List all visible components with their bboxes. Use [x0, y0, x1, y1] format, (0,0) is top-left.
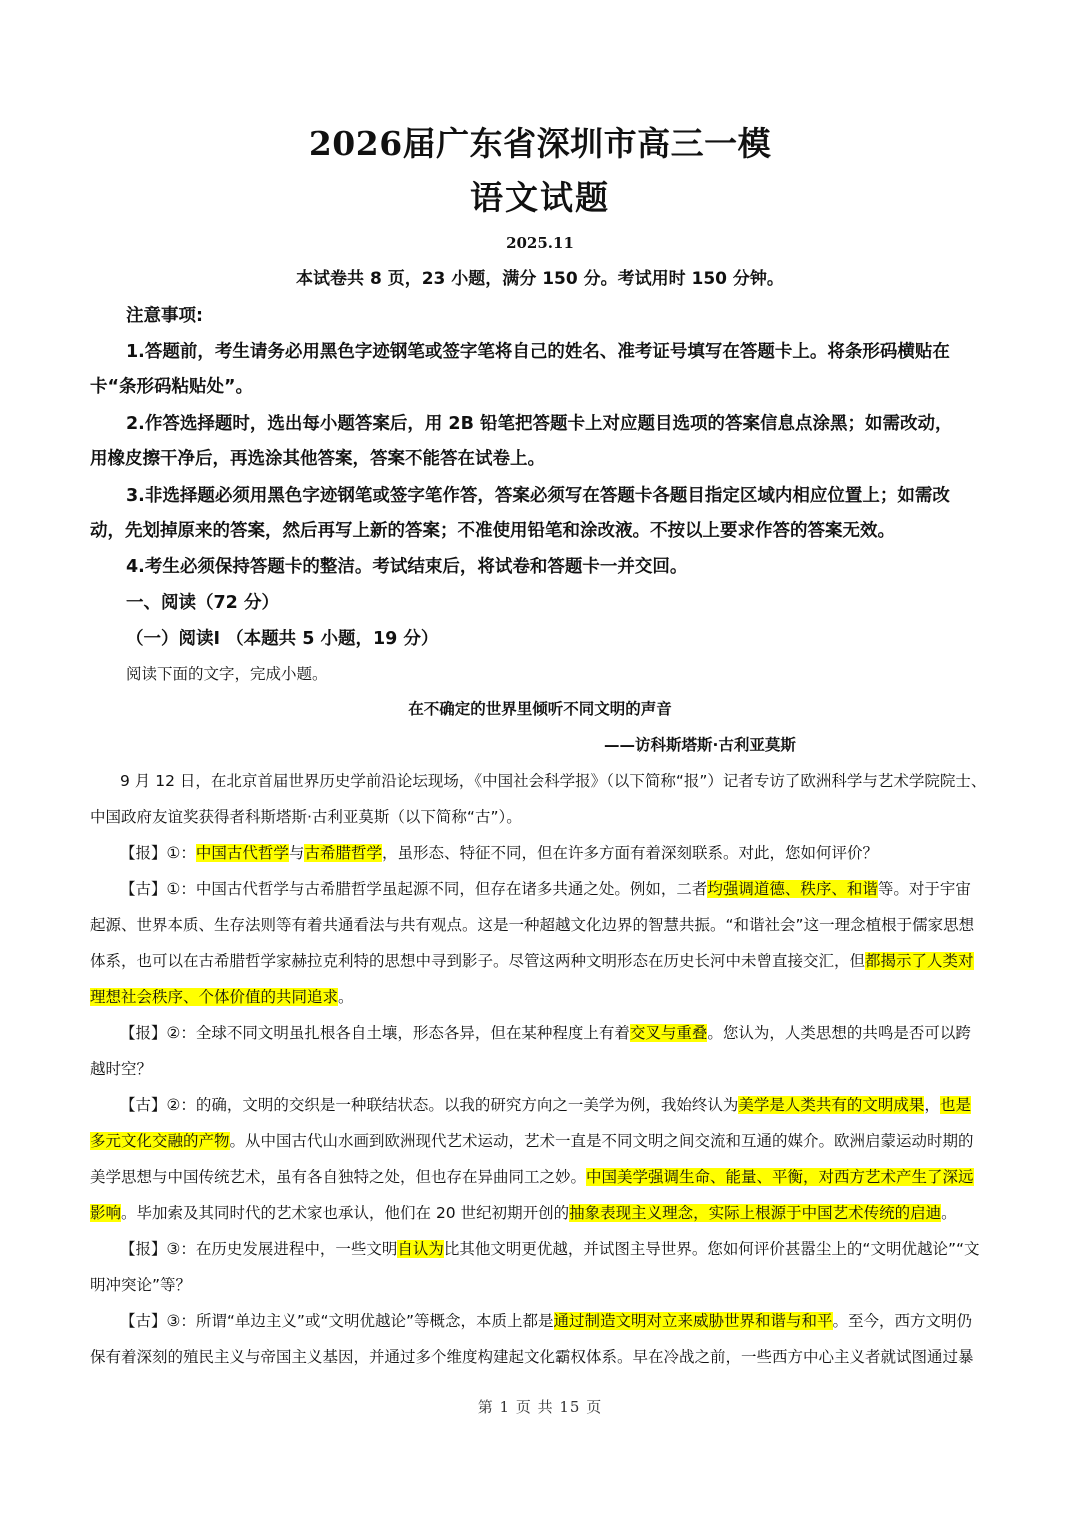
highlight: 多元文化交融的产物: [90, 1132, 230, 1150]
notice-item-1-line-2: 卡“条形码粘贴处”。: [90, 377, 254, 397]
article-subtitle: ——访科斯塔斯·古利亚莫斯: [604, 736, 796, 754]
highlight: 均强调道德、秩序、和谐: [707, 880, 878, 898]
notice-item-3-line-1: 3.非选择题必须用黑色字迹钢笔或签字笔作答，答案必须写在答题卡各题目指定区域内相应位置上；如需改: [126, 486, 950, 506]
highlight: 交叉与重叠: [629, 1024, 708, 1042]
answer-2-line-4: 影响。毕加索及其同时代的艺术家也承认，他们在 20 世纪初期开创的抽象表现主义理念，实际上根源于中国艺术传统的启迪。: [90, 1204, 957, 1222]
answer-1-line-4: 理想社会秩序、个体价值的共同追求。: [90, 988, 354, 1006]
answer-2-line-2: 多元文化交融的产物。从中国古代山水画到欧洲现代艺术运动，艺术一直是不同文明之间交流和互通的媒介。欧洲启蒙运动时期的: [90, 1132, 974, 1150]
question-1: 【报】①：中国古代哲学与古希腊哲学，虽形态、特征不同，但在许多方面有着深刻联系。对此，您如何评价？: [120, 844, 878, 862]
answer-2-line-3: 美学思想与中国传统艺术，虽有各自独特之处，但也存在异曲同工之妙。中国美学强调生命、能量、平衡，对西方艺术产生了深远: [90, 1168, 974, 1186]
notice-heading: 注意事项:: [126, 306, 203, 326]
exam-subtitle: 语文试题: [470, 178, 610, 217]
page-number: 第 1 页 共 15 页: [477, 1398, 603, 1416]
question-2-line-1: 【报】②：全球不同文明虽扎根各自土壤，形态各异，但在某种程度上有着交叉与重叠。您认为，人类思想的共鸣是否可以跨: [120, 1024, 971, 1042]
highlight: 中国美学强调生命、能量、平衡，对西方艺术产生了深远: [586, 1168, 974, 1186]
answer-3-line-1: 【古】③：所谓“单边主义”或“文明优越论”等概念，本质上都是通过制造文明对立来威胁世界和谐与和平。至今，西方文明仍: [120, 1312, 973, 1330]
reading-instruction: 阅读下面的文字，完成小题。: [126, 665, 328, 683]
section-reading-1: （一）阅读Ⅰ （本题共 5 小题，19 分）: [126, 629, 439, 649]
notice-item-2-line-2: 用橡皮擦干净后，再选涂其他答案，答案不能答在试卷上。: [90, 449, 545, 469]
exam-title: 2026届广东省深圳市高三一模: [308, 124, 772, 163]
highlight: 古希腊哲学: [304, 844, 382, 862]
answer-1-line-1: 【古】①：中国古代哲学与古希腊哲学虽起源不同，但存在诸多共通之处。例如，二者均强调道德、秩序、和谐等。对于宇宙: [120, 880, 971, 898]
section-part-1: 一、阅读（72 分）: [126, 593, 279, 613]
answer-3-line-2: 保有着深刻的殖民主义与帝国主义基因，并通过多个维度构建起文化霸权体系。早在冷战之前，一些西方中心主义者就试图通过暴: [90, 1348, 974, 1366]
answer-2-line-1: 【古】②：的确，文明的交织是一种联结状态。以我的研究方向之一美学为例，我始终认为美学是人类共有的文明成果，也是: [120, 1096, 971, 1114]
exam-intro: 本试卷共 8 页，23 小题，满分 150 分。考试用时 150 分钟。: [296, 269, 784, 289]
highlight: 抽象表现主义理念，实际上根源于中国艺术传统的启迪: [569, 1204, 942, 1222]
notice-item-4: 4.考生必须保持答题卡的整洁。考试结束后，将试卷和答题卡一并交回。: [126, 557, 688, 577]
notice-item-1-line-1: 1.答题前，考生请务必用黑色字迹钢笔或签字笔将自己的姓名、准考证号填写在答题卡上。将条形码横贴在: [126, 342, 950, 362]
notice-item-3-line-2: 动，先划掉原来的答案，然后再写上新的答案；不准使用铅笔和涂改液。不按以上要求作答的答案无效。: [90, 521, 895, 541]
highlight: 通过制造文明对立来威胁世界和谐与和平: [553, 1312, 833, 1330]
question-2-line-2: 越时空？: [90, 1060, 153, 1078]
article-intro-line-2: 中国政府友谊奖获得者科斯塔斯·古利亚莫斯（以下简称“古”）。: [90, 808, 522, 826]
answer-1-line-3: 体系，也可以在古希腊哲学家赫拉克利特的思想中寻到影子。尽管这两种文明形态在历史长河中未曾直接交汇，但都揭示了人类对: [90, 952, 974, 970]
highlight: 理想社会秩序、个体价值的共同追求: [90, 988, 339, 1006]
highlight: 自认为: [397, 1240, 444, 1258]
highlight: 都揭示了人类对: [865, 952, 974, 970]
highlight: 影响: [90, 1204, 122, 1222]
highlight: 中国古代哲学: [195, 844, 289, 862]
question-3-line-1: 【报】③：在历史发展进程中，一些文明自认为比其他文明更优越，并试图主导世界。您如何评价甚嚣尘上的“文明优越论”“文: [120, 1240, 980, 1258]
article-intro-line-1: 9 月 12 日，在北京首届世界历史学前沿论坛现场，《中国社会科学报》（以下简称“报”）记者专访了欧洲科学与艺术学院院士、: [120, 772, 987, 790]
highlight: 美学是人类共有的文明成果: [738, 1096, 925, 1114]
answer-1-line-2: 起源、世界本质、生存法则等有着共通看法与共有观点。这是一种超越文化边界的智慧共振。“和谐社会”这一理念植根于儒家思想: [90, 916, 975, 934]
article-title: 在不确定的世界里倾听不同文明的声音: [408, 700, 672, 718]
highlight: 也是: [939, 1096, 971, 1114]
exam-date: 2025.11: [506, 234, 574, 252]
notice-item-2-line-1: 2.作答选择题时，选出每小题答案后，用 2B 铅笔把答题卡上对应题目选项的答案信息点涂黑；如需改动，: [126, 414, 953, 434]
question-3-line-2: 明冲突论”等？: [90, 1276, 192, 1294]
